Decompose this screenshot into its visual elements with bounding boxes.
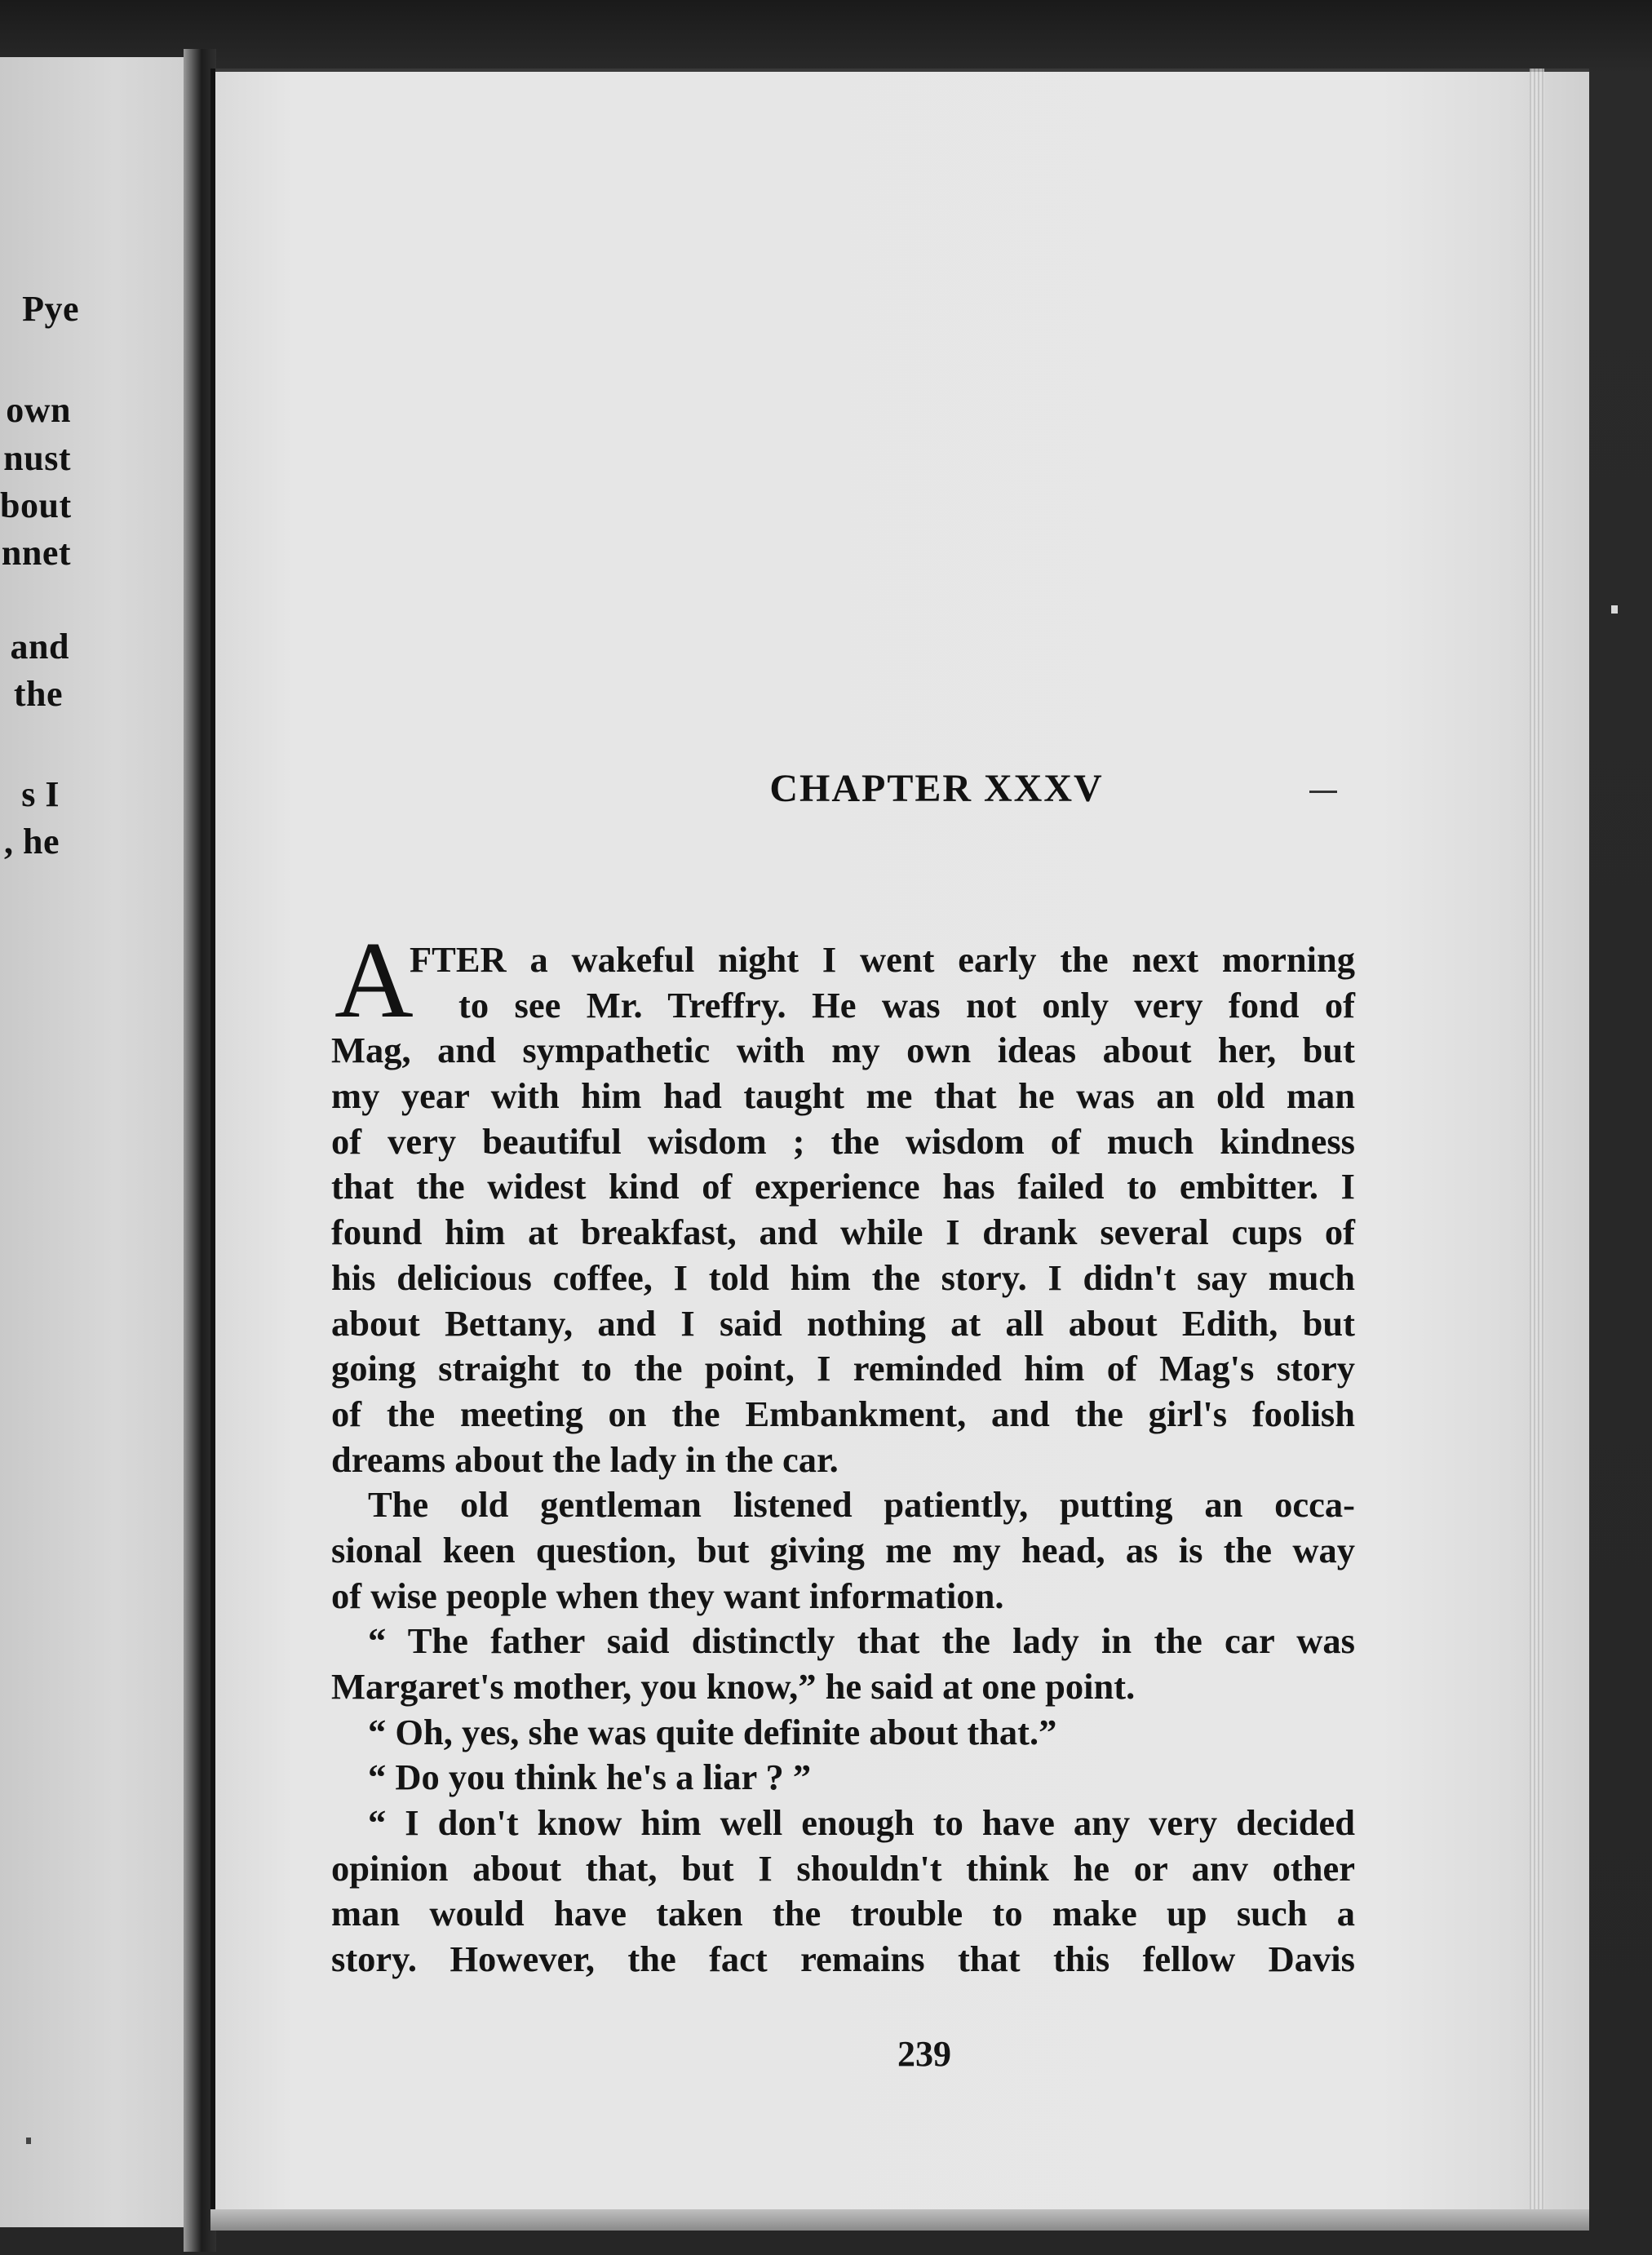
book-page <box>210 69 1589 2231</box>
text-line: found him at breakfast, and while I drank several cups of <box>331 1212 1355 1253</box>
text-line: my year with him had taught me that he was an old man <box>331 1075 1355 1117</box>
page-bottom-edge <box>210 2209 1589 2231</box>
text-line: “ Oh, yes, she was quite definite about that.” <box>368 1711 1057 1752</box>
scan-speck <box>26 2138 31 2144</box>
chapter-title: CHAPTER XXXV <box>769 767 1104 810</box>
left-page-line: s I <box>21 774 60 814</box>
left-page-line: bout <box>0 485 72 525</box>
text-line: his delicious coffee, I told him the story. I didn't say much <box>331 1256 1355 1298</box>
text-line: The old gentleman listened patiently, putting an occa- <box>368 1484 1355 1526</box>
text-line: going straight to the point, I reminded him of Mag's story <box>331 1348 1355 1389</box>
text-line: that the widest kind of experience has failed to embitter. I <box>331 1166 1355 1207</box>
text-line: story. However, the fact remains that this fellow Davis <box>331 1938 1355 1980</box>
text-line: to see Mr. Treffry. He was not only very fond of <box>458 984 1355 1026</box>
left-page-line: own <box>6 390 71 430</box>
left-facing-page <box>0 57 192 2227</box>
text-line: sional keen question, but giving me my head, as is the way <box>331 1529 1355 1571</box>
text-line: dreams about the lady in the car. <box>331 1438 839 1480</box>
text-line: Margaret's mother, you know,” he said at one point. <box>331 1666 1136 1708</box>
body-text <box>331 1028 1355 1982</box>
text-line: of very beautiful wisdom ; the wisdom of much kindness <box>331 1120 1355 1162</box>
text-line: “ The father said distinctly that the lady in the car was <box>368 1620 1355 1662</box>
left-page-line: Pye <box>22 289 79 329</box>
text-line: of wise people when they want information. <box>331 1575 1004 1616</box>
left-page-line: and <box>10 627 69 667</box>
text-line: “ I don't know him well enough to have any very decided <box>368 1802 1355 1844</box>
left-page-line: nnet <box>1 533 71 573</box>
left-page-text <box>0 57 192 2227</box>
opening-lines <box>410 937 1355 1028</box>
text-line: “ Do you think he's a liar ? ” <box>368 1757 812 1798</box>
left-page-line: the <box>13 674 63 714</box>
left-page-line: nust <box>3 438 71 478</box>
text-line: Mag, and sympathetic with my own ideas about her, but <box>331 1030 1355 1071</box>
drop-cap: A <box>334 919 414 1040</box>
page-number: 239 <box>897 2034 951 2074</box>
text-line: FTER a wakeful night I went early the next morning <box>410 939 1355 980</box>
text-line: opinion about that, but I shouldn't think he or anv other <box>331 1847 1355 1889</box>
page-edge <box>1530 69 1544 2231</box>
text-line: about Bettany, and I said nothing at all about Edith, but <box>331 1302 1355 1344</box>
scan-speck <box>1611 605 1618 614</box>
text-line: man would have taken the trouble to make up such a <box>331 1893 1355 1934</box>
text-line: of the meeting on the Embankment, and the girl's foolish <box>331 1393 1355 1434</box>
left-page-line: , he <box>4 822 60 862</box>
scan-speck <box>1309 791 1337 793</box>
